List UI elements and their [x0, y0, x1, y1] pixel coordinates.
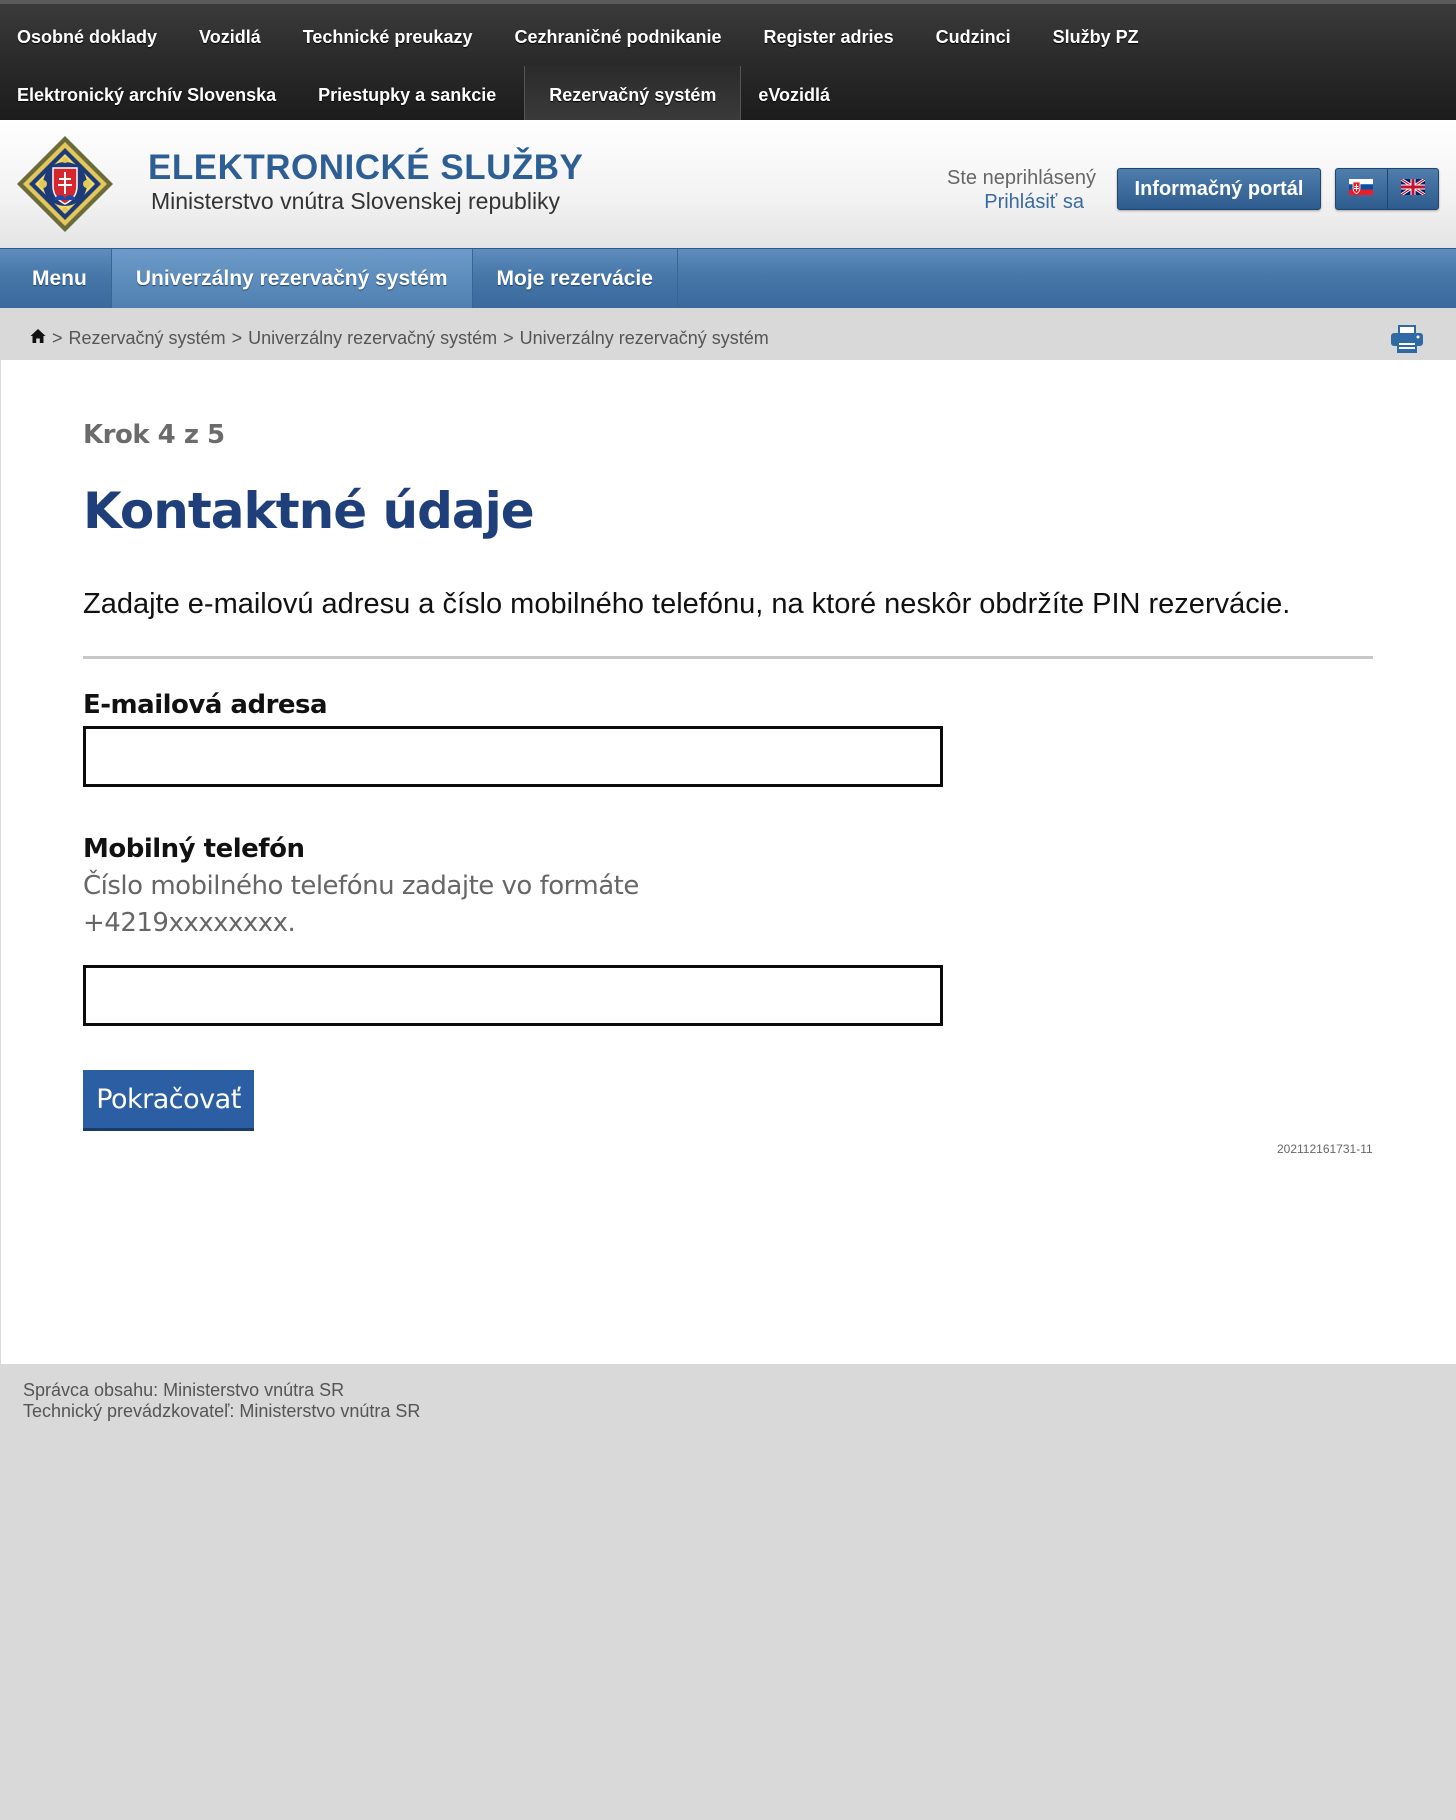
site-subtitle: Ministerstvo vnútra Slovenskej republiky [151, 188, 561, 214]
breadcrumb-separator: > [503, 328, 514, 348]
sk-flag-icon [1349, 179, 1373, 200]
breadcrumb-item[interactable]: Univerzálny rezervačný systém [248, 328, 498, 348]
phone-hint [83, 868, 639, 942]
top-nav-row-2 [0, 66, 855, 124]
breadcrumb-separator: > [231, 328, 243, 348]
top-nav-sluzby-pz[interactable]: Služby PZ [1052, 26, 1139, 47]
phone-field[interactable] [83, 965, 943, 1026]
top-nav-cezhranicne-podnikanie[interactable]: Cezhraničné podnikanie [514, 26, 722, 47]
top-nav-register-adries[interactable]: Register adries [763, 26, 894, 47]
secondary-navigation [0, 248, 1456, 308]
printer-icon[interactable] [1390, 324, 1424, 359]
uk-flag-icon [1401, 179, 1425, 200]
breadcrumb-item[interactable]: Rezervačný systém [68, 328, 226, 348]
breadcrumb-current: Univerzálny rezervačný systém [519, 328, 769, 348]
site-footer [23, 1380, 420, 1422]
subnav-menu[interactable]: Menu [8, 249, 112, 308]
site-title[interactable]: ELEKTRONICKÉ SLUŽBY [148, 148, 584, 187]
main-content [1, 360, 1456, 1364]
page-title: Kontaktné údaje [83, 482, 534, 540]
email-field[interactable] [83, 726, 943, 787]
site-header [0, 120, 1456, 248]
top-nav-row-1 [0, 8, 1164, 66]
phone-label: Mobilný telefón [83, 834, 305, 864]
footer-content-admin: Správca obsahu: Ministerstvo vnútra SR [23, 1380, 345, 1400]
build-id: 202112161731-11 [1277, 1142, 1373, 1156]
login-status [947, 166, 1096, 214]
breadcrumb-separator: > [52, 328, 63, 348]
divider [83, 656, 1373, 659]
top-nav-cudzinci[interactable]: Cudzinci [935, 26, 1011, 47]
language-switcher [1335, 168, 1439, 210]
top-nav-elektronicky-archiv[interactable]: Elektronický archív Slovenska [17, 84, 277, 105]
top-nav-technicke-preukazy[interactable]: Technické preukazy [302, 26, 473, 47]
phone-hint-line-1: Číslo mobilného telefónu zadajte vo formáte [83, 871, 639, 901]
login-status-text: Ste neprihlásený [947, 167, 1096, 189]
subnav-univerzalny-rezervacny-system[interactable]: Univerzálny rezervačný systém [112, 249, 473, 308]
intro-text: Zadajte e-mailovú adresu a číslo mobilného telefónu, na ktoré neskôr obdržíte PIN rezervácie. [83, 588, 1291, 620]
state-emblem-logo[interactable] [15, 134, 115, 234]
top-nav-evozidla[interactable]: eVozidlá [758, 84, 831, 105]
top-nav-rezervacny-system[interactable]: Rezervačný systém [524, 66, 741, 124]
login-link[interactable]: Prihlásiť sa [984, 191, 1084, 213]
language-en-button[interactable] [1387, 169, 1439, 209]
language-sk-button[interactable] [1336, 169, 1387, 209]
breadcrumb-bar [0, 308, 1456, 360]
top-nav-osobne-doklady[interactable]: Osobné doklady [17, 26, 158, 47]
subnav-moje-rezervacie[interactable]: Moje rezervácie [473, 249, 678, 308]
information-portal-button[interactable]: Informačný portál [1117, 168, 1321, 210]
top-nav-priestupky-a-sankcie[interactable]: Priestupky a sankcie [318, 84, 497, 105]
phone-hint-line-2: +4219xxxxxxxx. [83, 908, 296, 938]
home-icon[interactable] [30, 328, 46, 349]
footer-technical-operator: Technický prevádzkovateľ: Ministerstvo vnútra SR [23, 1401, 421, 1421]
top-navigation [0, 0, 1456, 120]
step-indicator: Krok 4 z 5 [83, 420, 225, 450]
continue-button[interactable]: Pokračovať [83, 1070, 254, 1131]
breadcrumb [30, 328, 769, 349]
top-nav-vozidla[interactable]: Vozidlá [199, 26, 261, 47]
email-label: E-mailová adresa [83, 690, 328, 720]
